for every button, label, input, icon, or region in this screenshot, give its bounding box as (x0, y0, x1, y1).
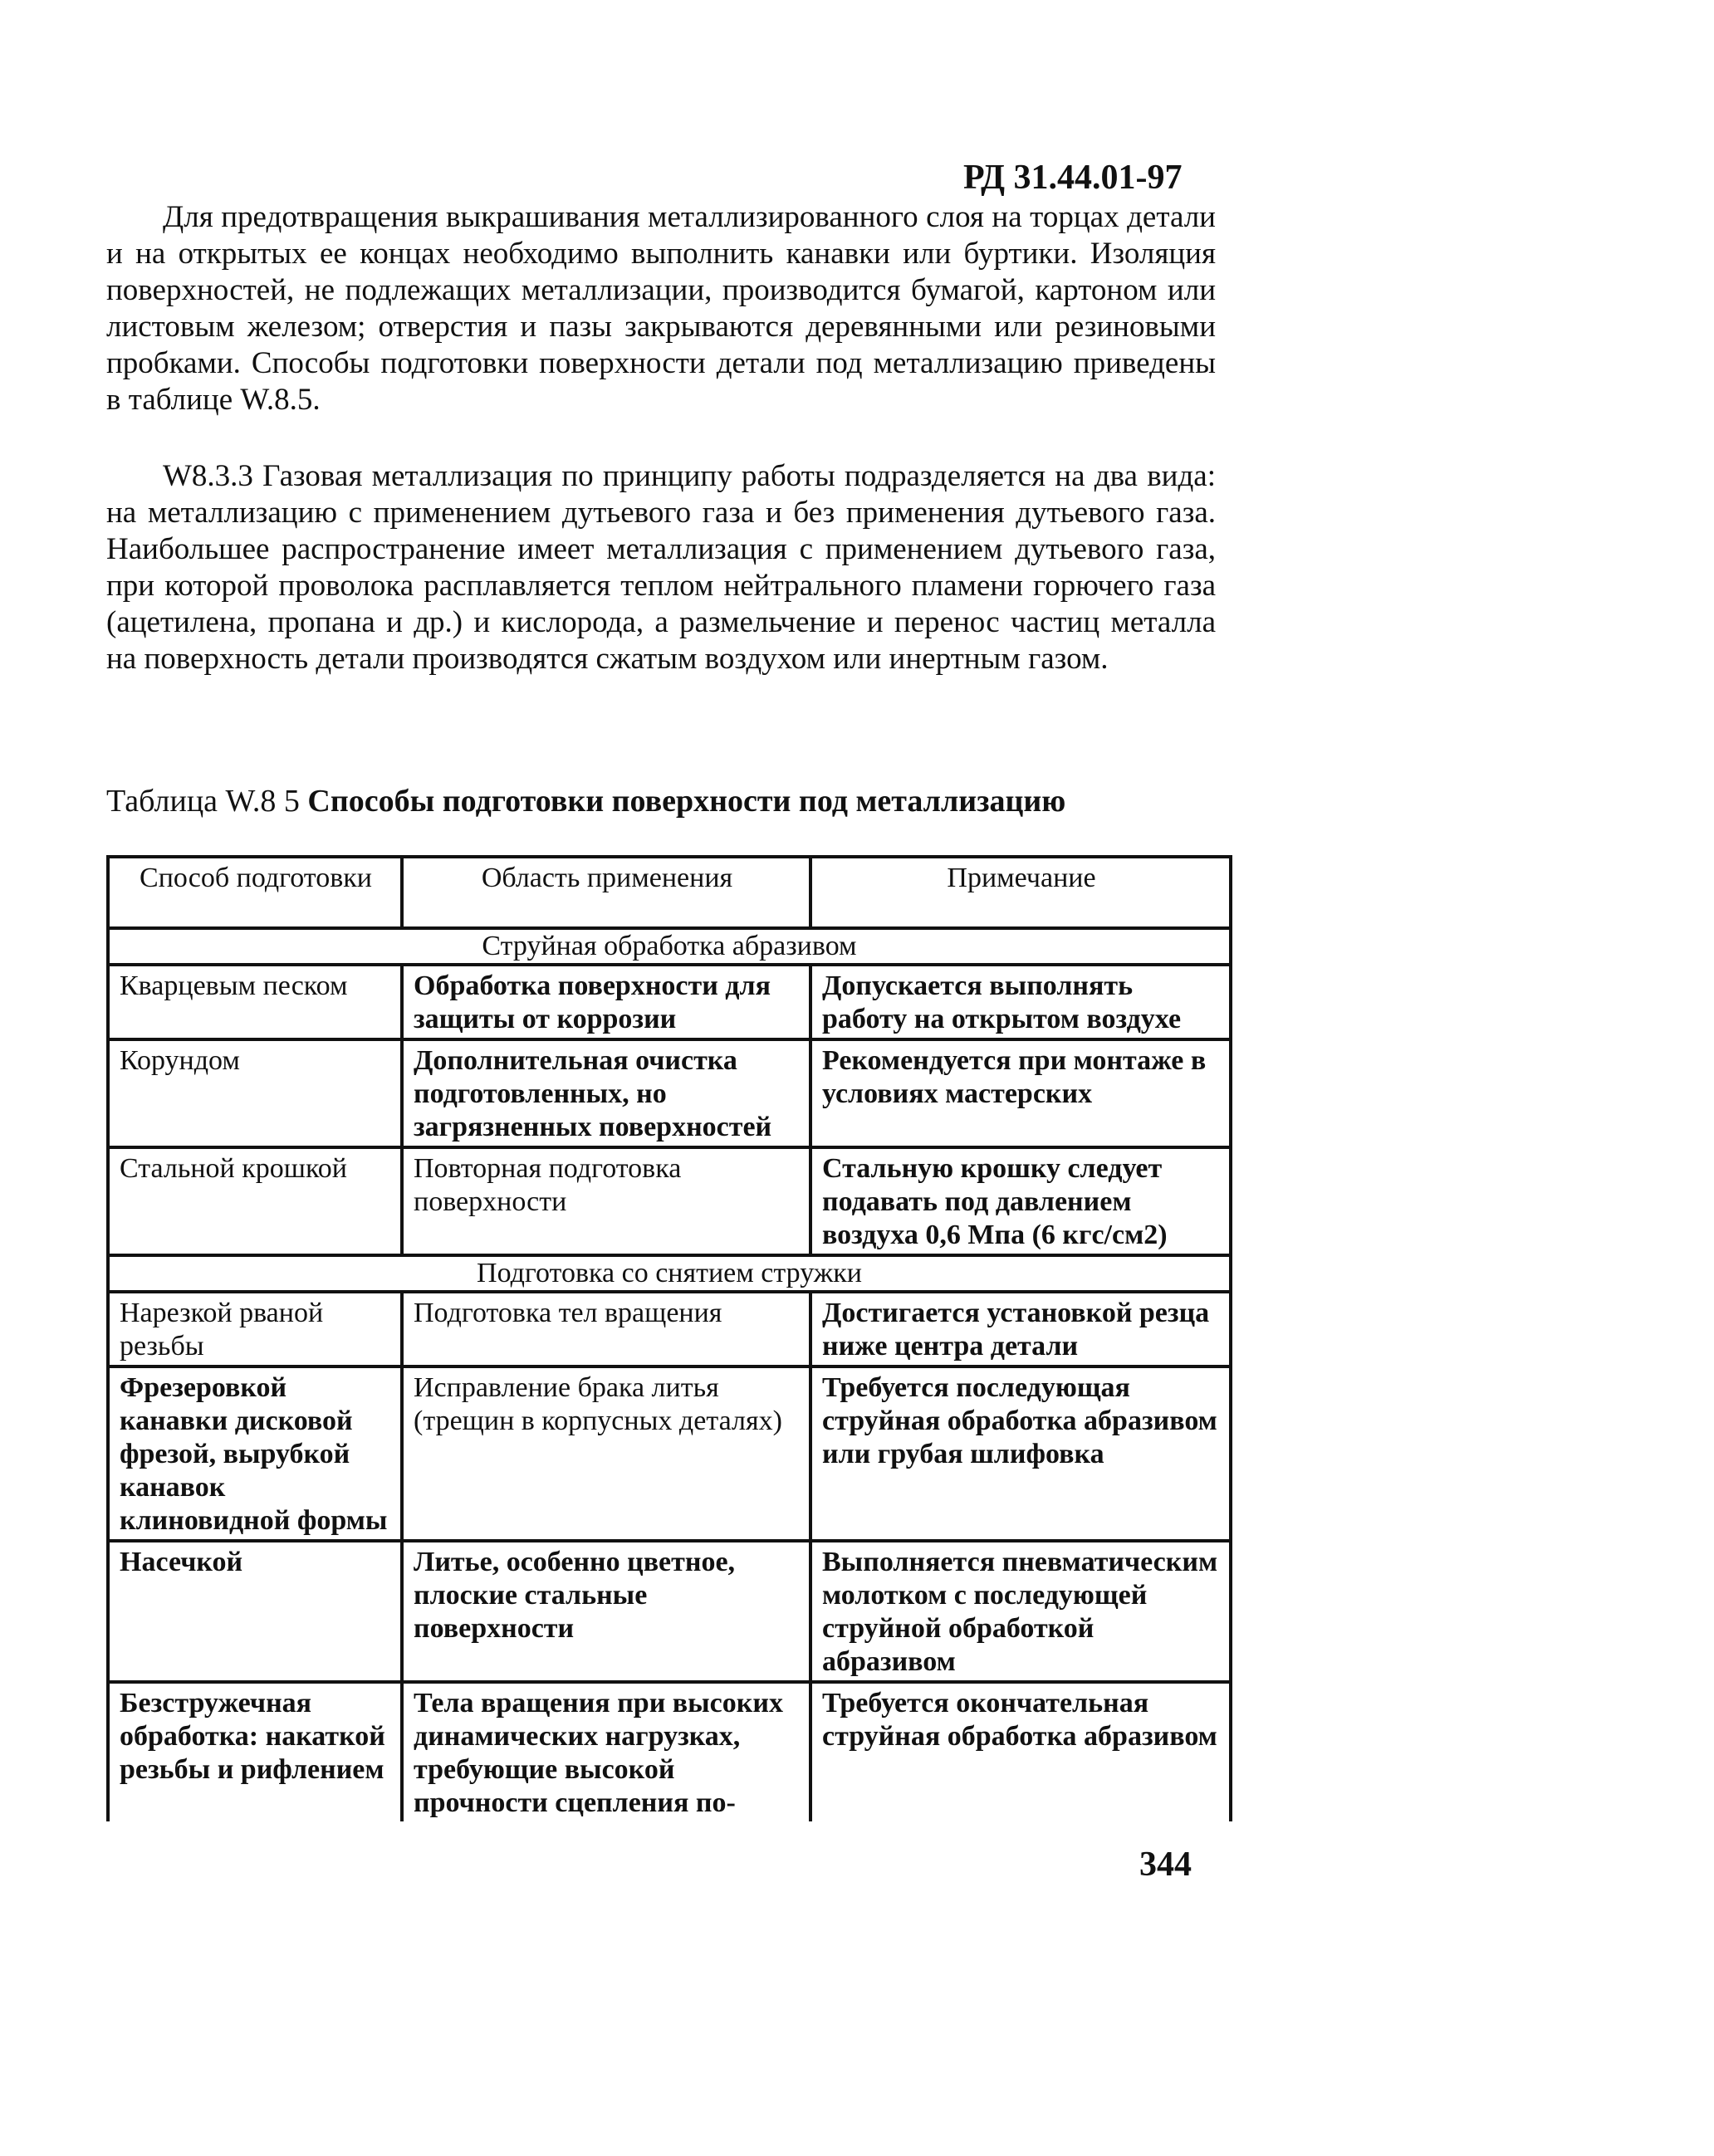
paragraph-isolation: Для предотвращения выкрашивания металлизированного слоя на торцах детали и на открытых ее концах необходимо выполнить канавки или буртики. Изоляция поверхностей, не подлежащих металлизации, производится бумагой, картоном или листовым железом; отверстия и пазы закрываются деревянными или резиновыми пробками. Способы подготовки поверхности детали под металлизацию приведены в таблице W.8.5. (106, 200, 1216, 417)
table-caption-number: Таблица W.8 5 (106, 784, 300, 819)
cell-note: Стальную крошку следует подавать под давлением воздуха 0,6 Мпа (6 кгс/см2) (810, 1147, 1231, 1255)
section-row (108, 928, 1231, 965)
header-note: Примечание (810, 857, 1231, 928)
table-row (108, 1039, 1231, 1147)
page-number: 344 (1139, 1846, 1192, 1884)
table-row (108, 1366, 1231, 1541)
table-caption-title: Способы подготовки поверхности под металлизацию (307, 784, 1066, 819)
cell-method: Безстружечная обработка: накаткой резьбы и рифлением (108, 1682, 402, 1821)
table-caption (106, 783, 1219, 819)
document-code: РД 31.44.01-97 (963, 159, 1183, 197)
cell-method: Фрезеровкой канавки дисковой фрезой, вырубкой канавок клиновидной формы (108, 1366, 402, 1541)
header-method: Способ подготовки (108, 857, 402, 928)
cell-method: Корундом (108, 1039, 402, 1147)
cell-note: Требуется последующая струйная обработка абразивом или грубая шлифовка (810, 1366, 1231, 1541)
cell-application: Повторная подготовка поверхности (402, 1147, 810, 1255)
section-title-abrasive: Струйная обработка абразивом (108, 928, 1231, 965)
table-header-row (108, 857, 1231, 928)
cell-method: Насечкой (108, 1541, 402, 1682)
cell-application: Обработка поверхности для защиты от коррозии (402, 965, 810, 1039)
cell-note: Допускается выполнять работу на открытом воздухе (810, 965, 1231, 1039)
table-row (108, 1292, 1231, 1366)
cell-application: Исправление брака литья (трещин в корпусных деталях) (402, 1366, 810, 1541)
cell-note: Требуется окончательная струйная обработка абразивом (810, 1682, 1231, 1821)
cell-method: Кварцевым песком (108, 965, 402, 1039)
section-title-chip-removal: Подготовка со снятием стружки (108, 1255, 1231, 1292)
surface-preparation-table (106, 855, 1232, 1821)
section-row (108, 1255, 1231, 1292)
cell-method: Нарезкой рваной резьбы (108, 1292, 402, 1366)
cell-note: Рекомендуется при монтаже в условиях мастерских (810, 1039, 1231, 1147)
table-row (108, 965, 1231, 1039)
paragraph-gas-metallization: W8.3.3 Газовая металлизация по принципу работы подразделяется на два вида: на металлизацию с применением дутьевого газа и без применения дутьевого газа. Наибольшее распространение имеет металлизация с применением дутьевого газа, при которой проволока расплавляется теплом нейтрального пламени горючего газа (ацетилена, пропана и др.) и кислорода, а размельчение и перенос частиц металла на поверхность детали производятся сжатым воздухом или инертным газом. (106, 459, 1216, 676)
cell-application: Подготовка тел вращения (402, 1292, 810, 1366)
cell-note: Выполняется пневматическим молотком с последующей струйной обработкой абразивом (810, 1541, 1231, 1682)
cell-method: Стальной крошкой (108, 1147, 402, 1255)
cell-application: Дополнительная очистка подготовленных, но загрязненных поверхностей (402, 1039, 810, 1147)
header-application: Область применения (402, 857, 810, 928)
table-row (108, 1147, 1231, 1255)
cell-application: Литье, особенно цветное, плоские стальные поверхности (402, 1541, 810, 1682)
table-row (108, 1541, 1231, 1682)
cell-note: Достигается установкой резца ниже центра детали (810, 1292, 1231, 1366)
cell-application: Тела вращения при высоких динамических нагрузках, требующие высокой прочности сцепления по- (402, 1682, 810, 1821)
table-row (108, 1682, 1231, 1821)
